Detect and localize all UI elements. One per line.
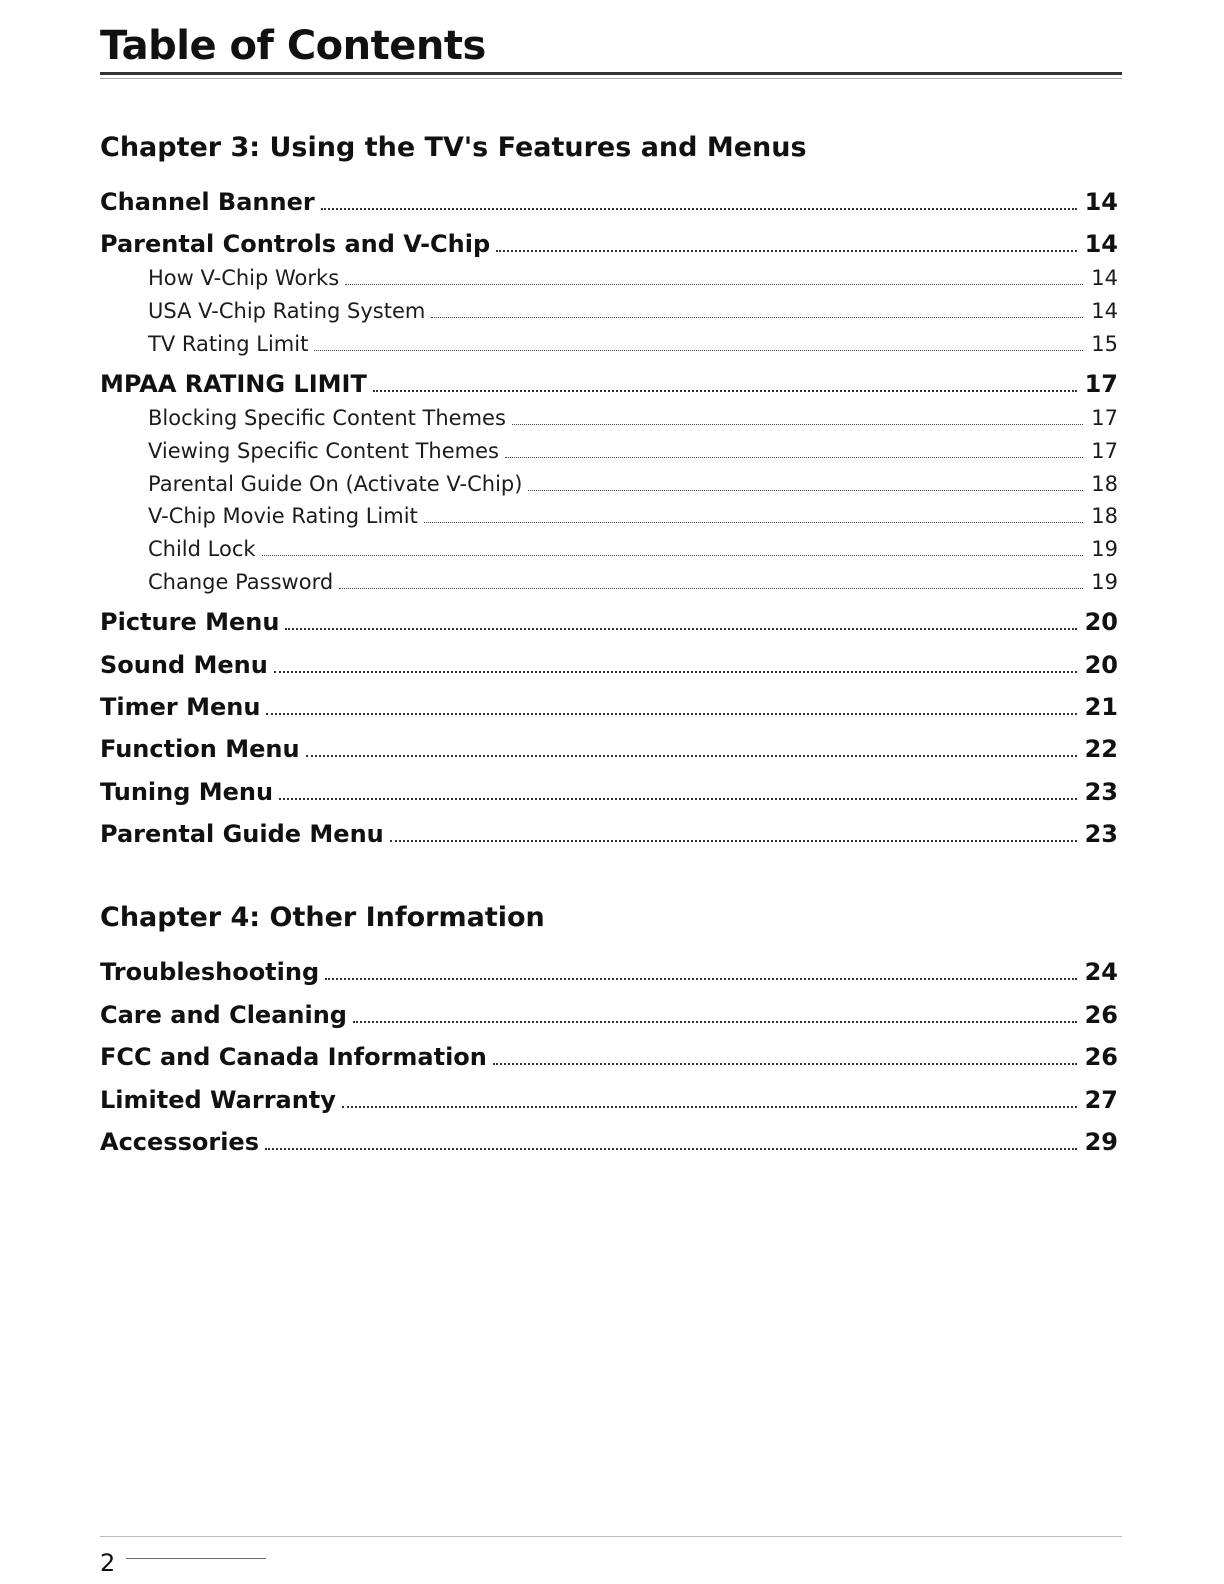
toc-subentry-label: How V-Chip Works <box>148 266 340 290</box>
toc-entry-fcc-canada[interactable] <box>100 1042 1118 1072</box>
toc-subentry-page: 17 <box>1091 439 1118 463</box>
toc-entry-page: 20 <box>1084 651 1118 679</box>
dot-leader <box>285 628 1076 630</box>
chapter-4-heading: Chapter 4: Other Information <box>100 902 545 933</box>
dot-leader <box>265 1148 1077 1150</box>
dot-leader <box>505 457 1083 458</box>
dot-leader <box>528 490 1083 491</box>
toc-entry-mpaa-rating-limit[interactable] <box>100 369 1118 399</box>
toc-entry-page: 17 <box>1084 370 1118 398</box>
toc-entry-picture-menu[interactable] <box>100 607 1118 637</box>
toc-entry-accessories[interactable] <box>100 1127 1118 1157</box>
toc-entry-function-menu[interactable] <box>100 734 1118 764</box>
toc-subentry-page: 15 <box>1091 332 1118 356</box>
toc-entry-label: Sound Menu <box>100 651 268 679</box>
dot-leader <box>266 713 1076 715</box>
toc-subentry-page: 19 <box>1091 570 1118 594</box>
dot-leader <box>314 350 1083 351</box>
toc-entry-page: 21 <box>1084 693 1118 721</box>
toc-subentry-label: Blocking Specific Content Themes <box>148 406 506 430</box>
toc-entry-label: MPAA RATING LIMIT <box>100 370 367 398</box>
toc-subentry-page: 14 <box>1091 299 1118 323</box>
toc-entry-tuning-menu[interactable] <box>100 777 1118 807</box>
toc-entry-page: 14 <box>1084 188 1118 216</box>
dot-leader <box>306 755 1077 757</box>
dot-leader <box>431 317 1083 318</box>
page-number-rule <box>126 1558 266 1559</box>
toc-entry-channel-banner[interactable] <box>100 187 1118 217</box>
toc-subentry-label: TV Rating Limit <box>148 332 309 356</box>
chapter-3-heading: Chapter 3: Using the TV's Features and Menus <box>100 132 807 163</box>
footer-rule <box>100 1536 1122 1537</box>
toc-entry-care-and-cleaning[interactable] <box>100 1000 1118 1030</box>
toc-subentry-label: V-Chip Movie Rating Limit <box>148 504 418 528</box>
toc-entry-parental-guide-menu[interactable] <box>100 819 1118 849</box>
dot-leader <box>274 671 1077 673</box>
toc-entry-timer-menu[interactable] <box>100 692 1118 722</box>
dot-leader <box>279 798 1077 800</box>
dot-leader <box>325 978 1076 980</box>
dot-leader <box>339 588 1083 589</box>
toc-entry-page: 14 <box>1084 230 1118 258</box>
toc-entry-page: 23 <box>1084 778 1118 806</box>
toc-entry-page: 20 <box>1084 608 1118 636</box>
toc-entry-troubleshooting[interactable] <box>100 957 1118 987</box>
toc-entry-page: 26 <box>1084 1001 1118 1029</box>
toc-entry-page: 27 <box>1084 1086 1118 1114</box>
toc-subentry-page: 17 <box>1091 406 1118 430</box>
toc-entry-label: Troubleshooting <box>100 958 320 986</box>
page-title: Table of Contents <box>100 23 486 69</box>
dot-leader <box>321 208 1077 210</box>
toc-entry-page: 23 <box>1084 820 1118 848</box>
toc-subentry-label: Child Lock <box>148 537 256 561</box>
dot-leader <box>353 1021 1077 1023</box>
toc-entry-label: Parental Controls and V-Chip <box>100 230 491 258</box>
toc-subentry-viewing-themes[interactable] <box>148 438 1118 464</box>
toc-entry-label: Picture Menu <box>100 608 280 636</box>
toc-subentry-child-lock[interactable] <box>148 536 1118 562</box>
toc-entry-label: Parental Guide Menu <box>100 820 384 848</box>
dot-leader <box>262 555 1084 556</box>
title-rule-thin <box>100 78 1122 79</box>
dot-leader <box>373 390 1077 392</box>
toc-subentry-label: Viewing Specific Content Themes <box>148 439 499 463</box>
toc-subentry-parental-guide-on[interactable] <box>148 471 1118 497</box>
toc-entry-page: 29 <box>1084 1128 1118 1156</box>
dot-leader <box>496 250 1076 252</box>
dot-leader <box>342 1106 1077 1108</box>
toc-entry-label: Tuning Menu <box>100 778 274 806</box>
title-rule <box>100 72 1122 75</box>
dot-leader <box>493 1063 1077 1065</box>
toc-entry-sound-menu[interactable] <box>100 650 1118 680</box>
toc-subentry-usa-vchip-rating[interactable] <box>148 298 1118 324</box>
toc-subentry-label: USA V-Chip Rating System <box>148 299 426 323</box>
toc-subentry-page: 18 <box>1091 472 1118 496</box>
dot-leader <box>424 522 1083 523</box>
toc-subentry-page: 18 <box>1091 504 1118 528</box>
toc-entry-parental-controls[interactable] <box>100 229 1118 259</box>
toc-entry-label: FCC and Canada Information <box>100 1043 487 1071</box>
toc-subentry-change-password[interactable] <box>148 569 1118 595</box>
toc-subentry-blocking-themes[interactable] <box>148 405 1118 431</box>
toc-entry-page: 24 <box>1084 958 1118 986</box>
toc-subentry-page: 14 <box>1091 266 1118 290</box>
dot-leader <box>390 840 1077 842</box>
toc-entry-label: Channel Banner <box>100 188 315 216</box>
toc-entry-page: 22 <box>1084 735 1118 763</box>
toc-subentry-vchip-movie-rating[interactable] <box>148 503 1118 529</box>
page-number: 2 <box>100 1549 116 1577</box>
toc-subentry-page: 19 <box>1091 537 1118 561</box>
toc-entry-page: 26 <box>1084 1043 1118 1071</box>
toc-entry-label: Function Menu <box>100 735 300 763</box>
toc-subentry-how-vchip-works[interactable] <box>148 265 1118 291</box>
toc-entry-label: Accessories <box>100 1128 259 1156</box>
toc-entry-label: Care and Cleaning <box>100 1001 347 1029</box>
dot-leader <box>512 424 1083 425</box>
toc-entry-limited-warranty[interactable] <box>100 1085 1118 1115</box>
toc-entry-label: Timer Menu <box>100 693 261 721</box>
toc-subentry-label: Parental Guide On (Activate V-Chip) <box>148 472 523 496</box>
dot-leader <box>345 284 1083 285</box>
toc-entry-label: Limited Warranty <box>100 1086 336 1114</box>
toc-subentry-label: Change Password <box>148 570 334 594</box>
toc-subentry-tv-rating-limit[interactable] <box>148 331 1118 357</box>
